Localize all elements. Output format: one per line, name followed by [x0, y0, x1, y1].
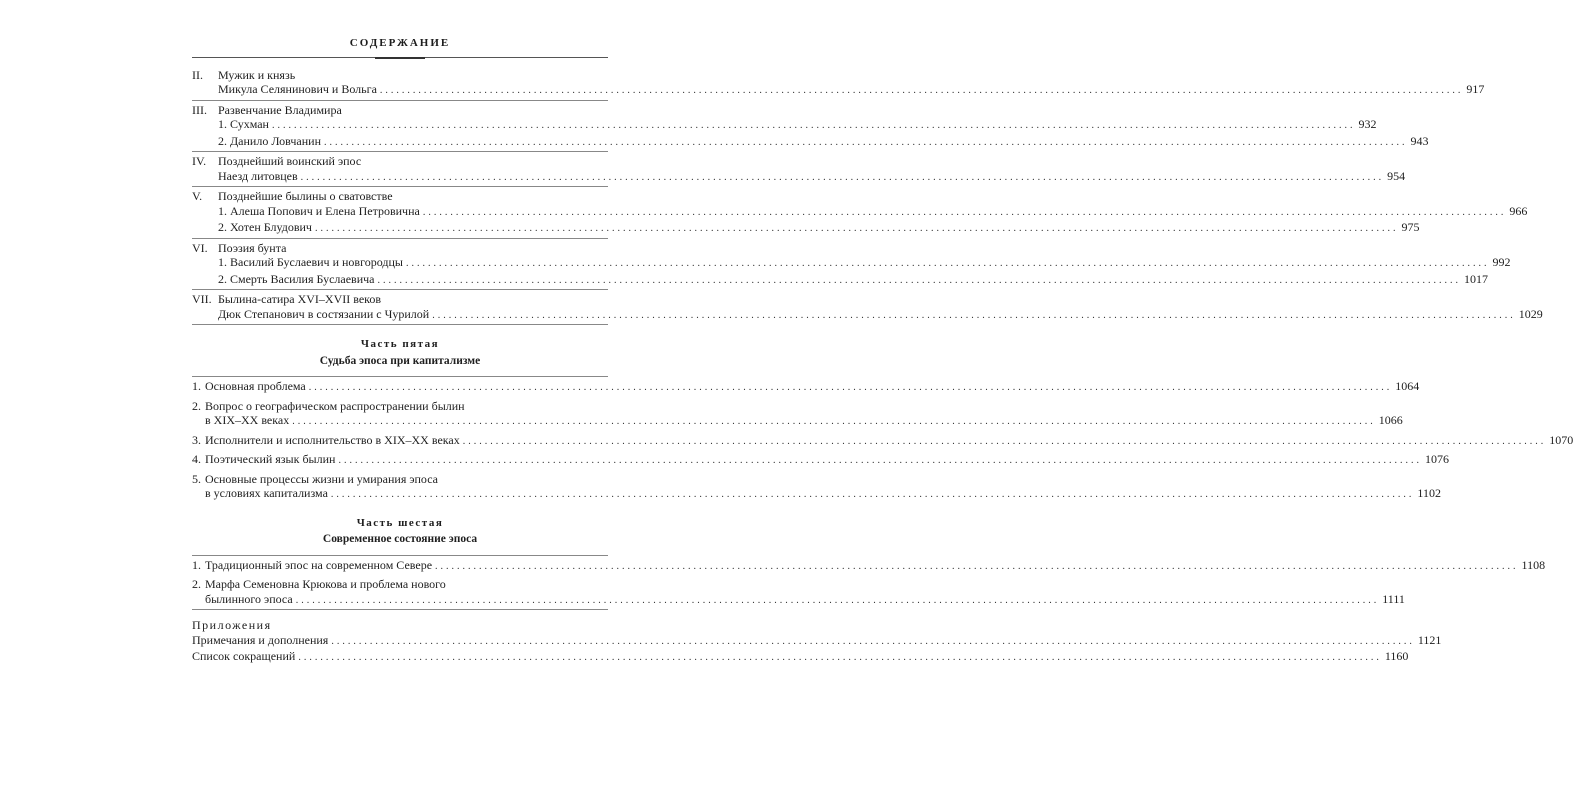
- page-number: 943: [1410, 133, 1429, 148]
- section-number: V.: [192, 189, 203, 203]
- dot-leader: [435, 560, 1519, 575]
- toc-entry[interactable]: [192, 306, 1543, 324]
- entry-number: 1.: [218, 117, 227, 131]
- page-number: 917: [1466, 82, 1485, 96]
- dot-leader: [292, 415, 1376, 430]
- page-number: 1111: [1382, 591, 1405, 606]
- dot-leader: [331, 488, 1415, 503]
- toc-entry[interactable]: [192, 168, 1406, 186]
- section-title: Мужик и князь: [218, 67, 296, 82]
- divider: [192, 609, 608, 610]
- dot-leader: [338, 454, 1422, 469]
- page-number: 1070: [1549, 432, 1573, 447]
- item-number: 2.: [192, 398, 201, 413]
- part-five-title: Часть пятая: [360, 338, 440, 350]
- entry-number: 1.: [218, 203, 227, 218]
- toc-entry[interactable]: [192, 117, 1377, 134]
- page-number: 966: [1509, 203, 1528, 218]
- dot-leader: [272, 119, 1356, 134]
- toc-list-item: [192, 377, 1420, 397]
- page-number: 1017: [1464, 271, 1488, 286]
- toc-section: [192, 187, 1528, 238]
- page-number: 954: [1387, 168, 1406, 183]
- entry-title: Основная проблема: [205, 379, 306, 393]
- toc-entry[interactable]: [192, 220, 1420, 237]
- divider: [192, 324, 608, 325]
- toc-entry[interactable]: [192, 203, 1528, 221]
- item-number: 1.: [192, 557, 201, 572]
- entry-title: Алеша Попович и Елена Петровична: [230, 203, 420, 218]
- section-number: IV.: [192, 154, 207, 168]
- dot-leader: [301, 171, 1385, 186]
- part-six-subtitle: Современное состояние эпоса: [322, 533, 478, 545]
- entry-title: Список сокращений: [192, 649, 296, 663]
- toc-entry[interactable]: [192, 271, 1488, 289]
- section-title: Позднейшие былины о сватовстве: [218, 189, 393, 203]
- item-body: [205, 577, 1405, 608]
- toc-entry[interactable]: [205, 558, 1545, 575]
- page-number: 1121: [1417, 632, 1442, 647]
- section-heading: [192, 241, 608, 256]
- section-heading: [192, 103, 608, 118]
- page-number: 975: [1401, 220, 1420, 234]
- section-number: VI.: [192, 240, 208, 255]
- part-six-list: [192, 556, 1546, 610]
- page-number: 992: [1492, 255, 1511, 269]
- section-heading: [192, 292, 608, 307]
- dot-leader: [406, 257, 1490, 272]
- dot-leader: [331, 635, 1415, 650]
- item-body: [205, 452, 1449, 469]
- page-number: 1029: [1518, 306, 1543, 321]
- entry-title: Традиционный эпос на современном Севере: [205, 557, 433, 572]
- entry-title: в условиях капитализма: [205, 486, 328, 500]
- entry-title: Дюк Степанович в состязании с Чурилой: [218, 306, 430, 321]
- item-body: [205, 399, 1403, 430]
- entry-number: 2.: [218, 220, 227, 234]
- section-number: III.: [192, 102, 207, 117]
- page-title: СОДЕРЖАНИЕ: [349, 37, 451, 49]
- item-body: [205, 558, 1545, 575]
- toc-entry[interactable]: [205, 413, 1403, 430]
- item-body: [205, 472, 1441, 503]
- entry-title: Примечания и дополнения: [192, 632, 329, 647]
- dot-leader: [378, 274, 1462, 289]
- section-title: Былина-сатира XVI–XVII веков: [218, 292, 382, 306]
- toc-section: [192, 290, 1543, 324]
- part-five-subtitle: Судьба эпоса при капитализме: [319, 354, 481, 367]
- section-heading: [192, 68, 608, 83]
- section-heading: [192, 154, 608, 169]
- part-six-heading: [192, 516, 608, 547]
- dot-leader: [296, 594, 1380, 609]
- page-number: 1076: [1424, 452, 1449, 466]
- item-body: [205, 379, 1419, 396]
- toc-section: [192, 101, 1429, 152]
- toc-entry[interactable]: [205, 452, 1449, 469]
- page-number: 1064: [1395, 379, 1420, 393]
- toc-entry[interactable]: [192, 255, 1511, 272]
- section-title: Поэзия бунта: [218, 240, 287, 255]
- toc-list-item: [192, 470, 1441, 504]
- toc-entry[interactable]: [192, 82, 1485, 99]
- toc-list-item: [192, 450, 1449, 470]
- entry-title: Данило Ловчанин: [230, 133, 322, 148]
- part-five-heading: [192, 337, 608, 368]
- dot-leader: [315, 222, 1399, 237]
- appendix-list: [192, 632, 1442, 666]
- appendix-title: Приложения: [192, 618, 272, 632]
- section-heading: [192, 189, 608, 204]
- toc-entry[interactable]: [205, 379, 1419, 396]
- dot-leader: [432, 309, 1516, 324]
- section-title: Позднейший воинский эпос: [218, 154, 362, 168]
- entry-number: 1.: [218, 255, 227, 269]
- dot-leader: [309, 381, 1393, 396]
- entry-title: Микула Селянинович и Вольга: [218, 82, 377, 96]
- toc-list-item: [192, 556, 1546, 576]
- part-six-title: Часть шестая: [356, 516, 444, 529]
- entry-title: Исполнители и исполнительство в XIX–XX веках: [205, 432, 460, 447]
- toc-entry[interactable]: [205, 433, 1573, 450]
- chapter-sections: [192, 66, 1543, 326]
- entry-title: Наезд литовцев: [218, 168, 298, 183]
- toc-entry[interactable]: [192, 632, 1442, 650]
- toc-entry[interactable]: [192, 133, 1429, 151]
- item-number: 2.: [192, 577, 201, 591]
- entry-title: Смерть Василия Буслаевича: [230, 271, 375, 286]
- item-title-line: Вопрос о географическом распространении былин: [205, 398, 465, 413]
- toc-section: [192, 239, 1511, 290]
- entry-title: Сухман: [230, 117, 269, 131]
- section-title: Развенчание Владимира: [218, 102, 342, 117]
- entry-number: 2.: [218, 133, 227, 148]
- toc-entry[interactable]: [205, 486, 1441, 503]
- entry-title: Поэтический язык былин: [205, 452, 336, 466]
- page-number: 1108: [1521, 557, 1546, 572]
- dot-leader: [463, 435, 1547, 450]
- item-number: 3.: [192, 432, 201, 447]
- page-number: 1102: [1417, 486, 1441, 500]
- page-number: 1066: [1378, 413, 1403, 427]
- dot-leader: [324, 136, 1408, 151]
- item-title-line: Марфа Семеновна Крюкова и проблема нового: [205, 577, 446, 591]
- toc-section: [192, 152, 1406, 186]
- item-title-line: Основные процессы жизни и умирания эпоса: [205, 471, 439, 486]
- toc-list-item: [192, 575, 1405, 609]
- dot-leader: [380, 84, 1464, 99]
- section-number: VII.: [192, 292, 212, 306]
- item-number: 1.: [192, 379, 201, 393]
- dot-leader: [298, 651, 1382, 666]
- part-five-list: [192, 377, 1573, 504]
- dot-leader: [423, 206, 1507, 221]
- section-number: II.: [192, 67, 203, 82]
- entry-title: Хотен Блудович: [230, 220, 312, 234]
- toc-entry[interactable]: [205, 592, 1405, 609]
- toc-entry[interactable]: [192, 649, 1409, 666]
- item-body: [205, 433, 1573, 450]
- entry-title: в XIX–XX веках: [205, 413, 290, 427]
- contents-page: [192, 36, 1573, 666]
- page-number: 932: [1358, 117, 1377, 131]
- item-number: 4.: [192, 452, 201, 466]
- entry-title: Василий Буслаевич и новгородцы: [230, 255, 403, 269]
- entry-title: былинного эпоса: [205, 591, 293, 606]
- toc-list-item: [192, 431, 1573, 451]
- toc-list-item: [192, 397, 1403, 431]
- toc-section: [192, 66, 1485, 100]
- page-number: 1160: [1384, 649, 1409, 663]
- item-number: 5.: [192, 471, 201, 486]
- entry-number: 2.: [218, 271, 227, 286]
